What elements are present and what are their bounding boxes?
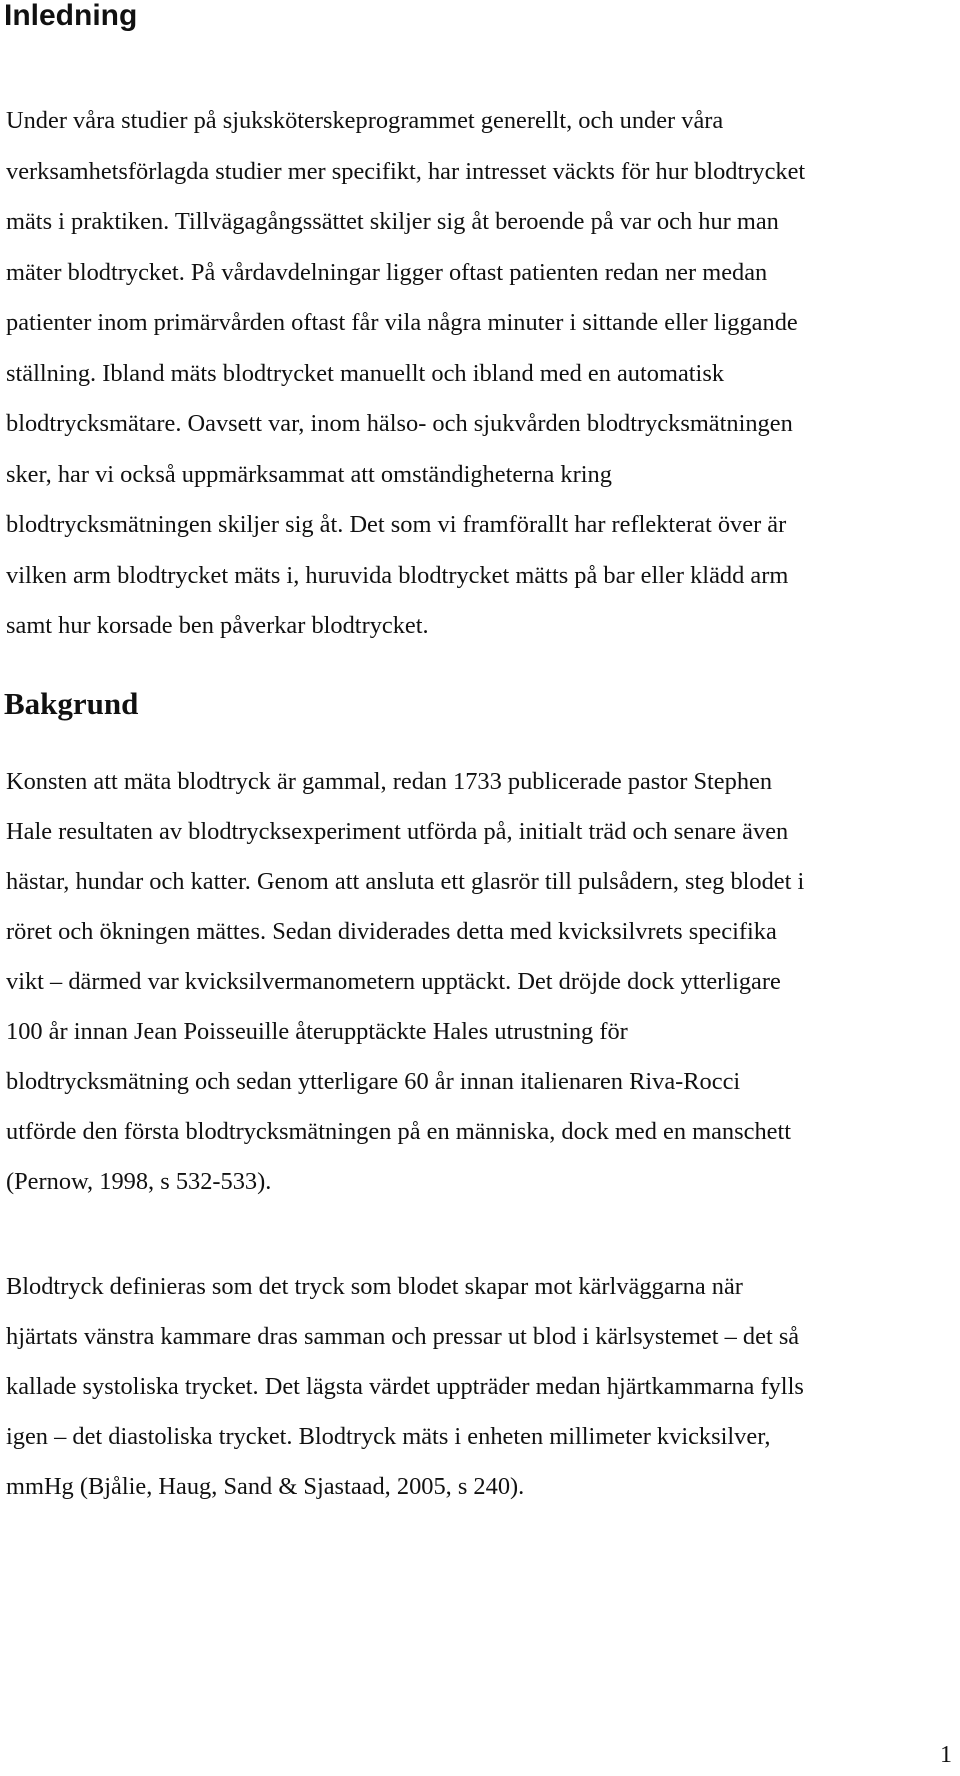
text-line: mäts i praktiken. Tillvägagångssättet skiljer sig åt beroende på var och hur man xyxy=(6,208,779,235)
heading-bakgrund: Bakgrund xyxy=(4,686,139,721)
text-line: blodtrycksmätningen skiljer sig åt. Det som vi framförallt har reflekterat över är xyxy=(6,511,787,538)
heading-inledning: Inledning xyxy=(4,0,138,32)
text-line: patienter inom primärvården oftast får vila några minuter i sittande eller liggande xyxy=(6,309,798,336)
text-line: Blodtryck definieras som det tryck som blodet skapar mot kärlväggarna när xyxy=(6,1273,743,1300)
text-line: röret och ökningen mättes. Sedan dividerades detta med kvicksilvrets specifika xyxy=(6,918,777,945)
paragraph-bakgrund-history xyxy=(6,757,956,1207)
text-line: mmHg (Bjålie, Haug, Sand & Sjastaad, 2005, s 240). xyxy=(6,1473,525,1500)
paragraph-inledning xyxy=(6,96,956,652)
text-line: ställning. Ibland mäts blodtrycket manuellt och ibland med en automatisk xyxy=(6,359,725,387)
text-line: vilken arm blodtrycket mäts i, huruvida blodtrycket mätts på bar eller klädd arm xyxy=(6,561,789,589)
text-line: Hale resultaten av blodtrycksexperiment utförda på, initialt träd och senare även xyxy=(6,818,789,845)
text-line: kallade systoliska trycket. Det lägsta värdet uppträder medan hjärtkammarna fylls xyxy=(6,1373,804,1400)
text-line: blodtrycksmätning och sedan ytterligare 60 år innan italienaren Riva-Rocci xyxy=(6,1068,741,1095)
text-line: 100 år innan Jean Poisseuille återupptäckte Hales utrustning för xyxy=(6,1018,628,1045)
paragraph-bakgrund-definition xyxy=(6,1262,956,1512)
text-line: hästar, hundar och katter. Genom att ansluta ett glasrör till pulsådern, steg blodet i xyxy=(6,868,805,895)
text-line: utförde den första blodtrycksmätningen på en människa, dock med en manschett xyxy=(6,1118,792,1145)
text-line: hjärtats vänstra kammare dras samman och pressar ut blod i kärlsystemet – det så xyxy=(6,1323,800,1350)
text-line: blodtrycksmätare. Oavsett var, inom hälso- och sjukvården blodtrycksmätningen xyxy=(6,410,793,437)
text-line: sker, har vi också uppmärksammat att omständigheterna kring xyxy=(6,460,612,488)
text-line: Konsten att mäta blodtryck är gammal, redan 1733 publicerade pastor Stephen xyxy=(6,768,773,795)
text-line: vikt – därmed var kvicksilvermanometern upptäckt. Det dröjde dock ytterligare xyxy=(6,968,781,995)
page-number: 1 xyxy=(940,1742,952,1768)
text-line: igen – det diastoliska trycket. Blodtryck mäts i enheten millimeter kvicksilver, xyxy=(6,1423,771,1450)
text-line: mäter blodtrycket. På vårdavdelningar ligger oftast patienten redan ner medan xyxy=(6,258,768,286)
text-line: (Pernow, 1998, s 532-533). xyxy=(6,1168,272,1195)
text-line: samt hur korsade ben påverkar blodtrycket. xyxy=(6,612,429,639)
text-line: verksamhetsförlagda studier mer specifikt, har intresset väckts för hur blodtrycket xyxy=(6,157,806,185)
text-line: Under våra studier på sjuksköterskeprogrammet generellt, och under våra xyxy=(6,107,724,134)
